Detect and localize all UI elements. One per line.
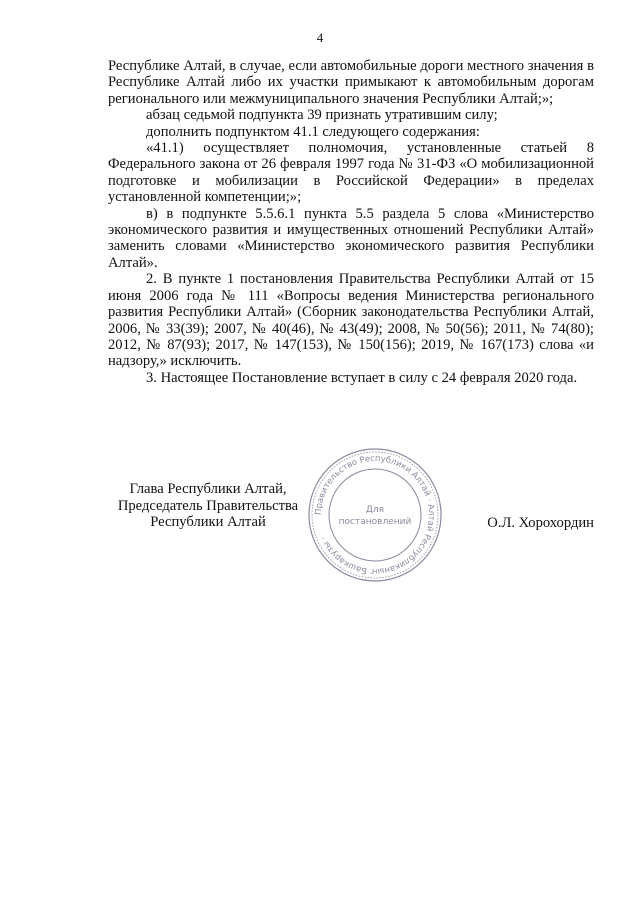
signatory-title-line: Председатель Правительства <box>117 497 299 514</box>
paragraph-item-3: 3. Настоящее Постановление вступает в силу с 24 февраля 2020 года. <box>146 369 578 386</box>
seal-center-line-2: постановлений <box>338 517 412 527</box>
signatory-title-line: Глава Республики Алтай, <box>129 481 287 497</box>
paragraph-41-1-text: «41.1) осуществляет полномочия, установленные статьей 8 Федерального закона от 26 февраля 1997 года № 31-ФЗ «О мобилизационной подготовке и мобилизации в Российской Федерации» в пределах установленной компетенции;»; <box>108 140 594 206</box>
signatory-title-line: Республики Алтай <box>150 514 266 531</box>
page-number: 4 <box>316 30 324 45</box>
seal-inner-ring <box>329 469 421 561</box>
paragraph-abzac-39: абзац седьмой подпункта 39 признать утратившим силу; <box>146 107 498 124</box>
official-seal <box>306 446 444 584</box>
paragraph-continuation: Республике Алтай, в случае, если автомобильные дороги местного значения в Республике Алтай либо их участки примыкают к автомобильным дорогам регионального или межмуниципального значения Республики Алтай;»; <box>108 58 594 107</box>
seal-ring-text: Правительство Республики Алтай · Алтай Республиканыҥ Башкарузы · <box>312 452 438 578</box>
paragraph-item-2: 2. В пункте 1 постановления Правительства Республики Алтай от 15 июня 2006 года № 111 «Вопросы ведения Министерства регионального развития Республики Алтай» (Сборник законодательства Республики Алтай, 2006, № 33(39); 2007, № 40(46), № 43(49); 2008, № 50(56); 2011, № 74(80); 2012, № 87(93); 2017, № 147(153), № 150(156); 2019, № 167(173) слова «и надзору,» исключить. <box>108 271 594 370</box>
signatory-name: О.Л. Хорохордин <box>487 515 594 531</box>
seal-dotted-ring <box>312 452 438 578</box>
signatory-title <box>108 481 308 531</box>
paragraph-add-41-1: дополнить подпунктом 41.1 следующего содержания: <box>146 123 480 140</box>
paragraph-item-v: в) в подпункте 5.5.6.1 пункта 5.5 раздела 5 слова «Министерство экономического развития и имущественных отношений Республики Алтай» заменить словами «Министерство экономического развития Республики Алтай». <box>108 205 594 271</box>
document-body <box>108 58 594 386</box>
seal-center-line-1: Для <box>365 505 385 515</box>
